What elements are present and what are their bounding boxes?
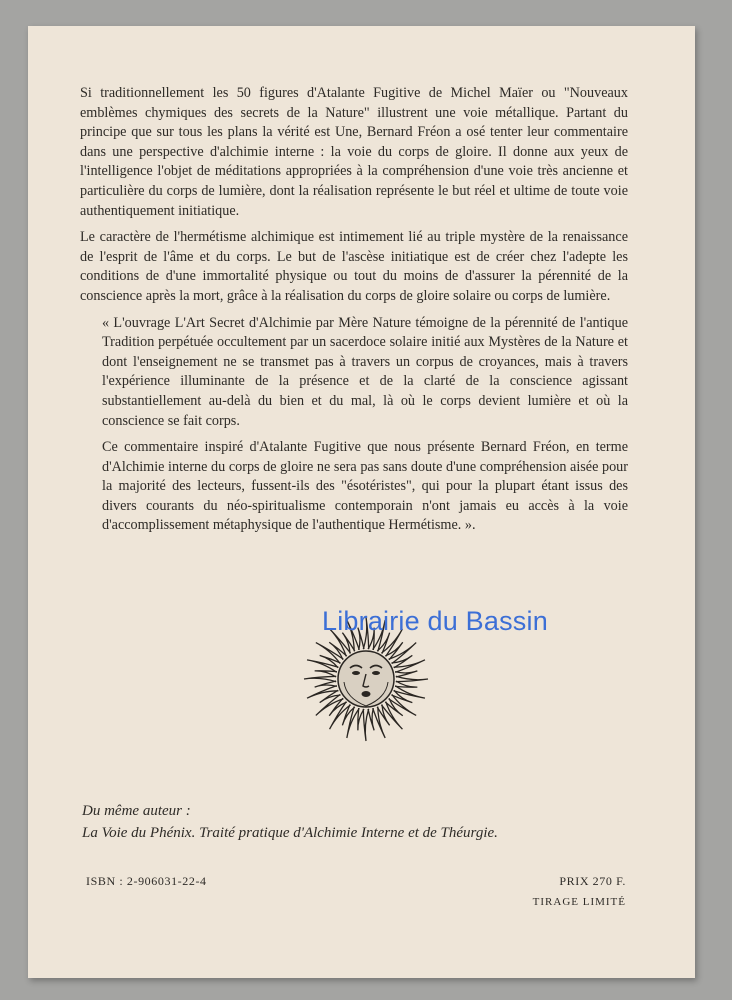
sun-ray (342, 704, 354, 725)
sun-ray (363, 709, 368, 741)
sun-ray (395, 681, 417, 687)
sun-ray (315, 671, 337, 677)
paragraph-3-quote: « L'ouvrage L'Art Secret d'Alchimie par Mère Nature témoigne de la pérennité de l'antique Tradition perpétuée occultement par un sacerdoce solaire initié aux Mystères de la Nature et dont l'enseignement ne se transmet pas à travers un corpus de croyances, mais à travers l'expérience illuminante de la présence et de la clarté de la conscience agissant substantiellement au-delà du bien et du mal, là où le corps devient lumière et où la conscience se fait corps. (102, 314, 628, 429)
blurb-text (80, 84, 628, 543)
sun-ray (368, 708, 374, 730)
same-author-section (82, 800, 642, 844)
paragraph-1: Si traditionnellement les 50 figures d'Atalante Fugitive de Michel Maïer ou "Nouveaux emblèmes chymiques des secrets de la Nature" illustrent une voie métallique. Partant du principe que sur tous les plans la vérité est Une, Bernard Fréon a osé tenter leur commentaire dans une perspective d'alchimie interne : la voie du corps de gloire. Il donne aux yeux de l'intelligence l'objet de méditations appropriées à la compréhension d'une voie très ancienne et particulière du corps de lumière, dont la réalisation représente le but réel et ultime de toute voie authentiquement initiatique. (80, 85, 628, 219)
isbn: ISBN : 2-906031-22-4 (86, 874, 207, 888)
watermark-text: Librairie du Bassin (322, 606, 548, 636)
sun-ray (358, 708, 364, 730)
sun-ray (391, 690, 412, 702)
sun-ray (395, 671, 417, 677)
same-author-heading: Du même auteur : (82, 803, 191, 819)
sun-ray (304, 676, 336, 681)
same-author-title: La Voie du Phénix. Traité pratique d'Alchimie Interne et de Théurgie. (82, 825, 498, 841)
sun-ray (320, 655, 341, 667)
paragraph-4-quote: Ce commentaire inspiré d'Atalante Fugitive que nous présente Bernard Fréon, en terme d'Alchimie interne du corps de gloire ne sera pas sans doute d'une compréhension aisée pour la majorité des lecteurs, fussent-ils des "ésotéristes", qui pour la plupart étant issus des divers courants du néo-spiritualisme contemporain n'ont jamais eu accès à la voie d'accomplissement métaphysique de l'authentique Hermétisme. ». (102, 439, 628, 534)
price: PRIX 270 F. (559, 874, 626, 888)
sun-ray (315, 681, 337, 687)
paragraph-2: Le caractère de l'hermétisme alchimique est intimement lié au triple mystère de la renaissance de l'esprit de l'âme et du corps. Le but de l'ascèse initiatique est de créer chez l'adepte les conditions de d'une immortalité physique ou tout du moins de d'assurer la pérennité de la conscience après la mort, grâce à la réalisation du corps de gloire solaire ou corps de lumière. (80, 229, 628, 304)
edition-note: TIRAGE LIMITÉ (532, 896, 626, 908)
sun-ray (396, 676, 428, 681)
